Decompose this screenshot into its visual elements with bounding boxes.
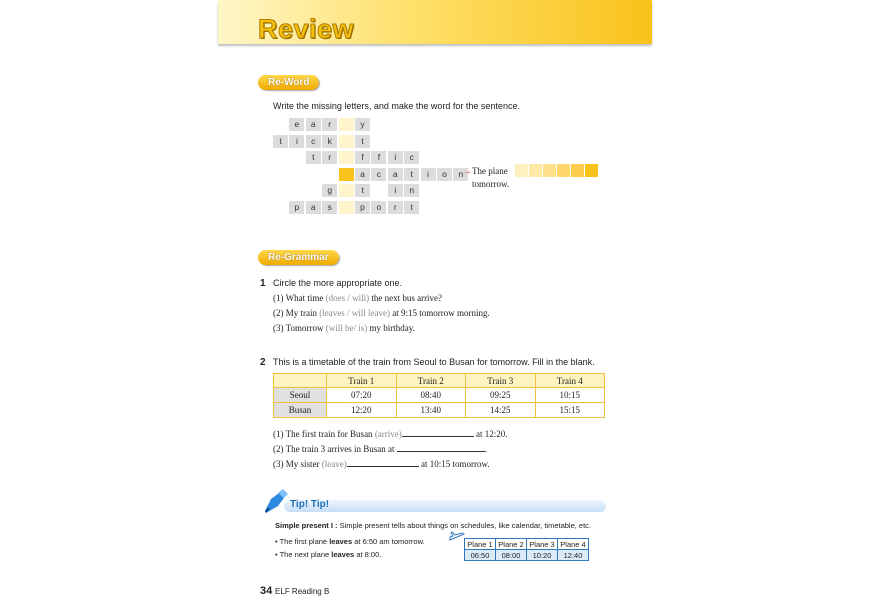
choice-options[interactable]: (leaves / will leave) [319, 308, 390, 318]
timetable-row-label: Seoul [274, 388, 327, 403]
choice-options[interactable]: (will be/ is) [325, 323, 368, 333]
empty-cell [273, 118, 288, 131]
sentence-line1: The plane [472, 166, 508, 176]
question-number-1: 1 [260, 278, 266, 289]
missing-letter-cell[interactable] [339, 184, 354, 197]
bullet-text: • The first plane [275, 537, 330, 546]
empty-cell [273, 168, 288, 181]
letter-cell: t [355, 184, 370, 197]
letter-cell: c [404, 151, 419, 164]
letter-cell: t [404, 201, 419, 214]
bullet-text: at 8:00. [354, 550, 382, 559]
letter-cell: o [371, 201, 386, 214]
letter-cell: p [355, 201, 370, 214]
letter-cell: a [388, 168, 403, 181]
q2-prompt: This is a timetable of the train from Seoul to Busan for tomorrow. Fill in the blank. [273, 357, 595, 367]
letter-cell: a [306, 201, 321, 214]
timetable-cell: 09:25 [466, 388, 536, 403]
plane-header: Plane 2 [496, 539, 527, 550]
q1-item: (2) My train (leaves / will leave) at 9:15 tomorrow morning. [273, 308, 490, 318]
empty-cell [322, 168, 337, 181]
answer-letter-box[interactable] [529, 164, 542, 177]
timetable-corner [274, 374, 327, 388]
q2-item: (1) The first train for Busan (arrive) at 12:20. [273, 429, 508, 439]
answer-blank[interactable] [347, 458, 419, 467]
airplane-icon [449, 531, 465, 543]
letter-cell: e [289, 118, 304, 131]
letter-cell: n [404, 184, 419, 197]
plane-header: Plane 3 [527, 539, 558, 550]
letter-cell: p [289, 201, 304, 214]
missing-letter-cell[interactable] [339, 118, 354, 131]
empty-cell [371, 184, 386, 197]
timetable-header: Train 4 [535, 374, 605, 388]
answer-letter-box[interactable] [585, 164, 598, 177]
letter-cell: k [322, 135, 337, 148]
timetable-row-label: Busan [274, 403, 327, 418]
empty-cell [306, 168, 321, 181]
tip-bullet [275, 550, 381, 559]
letter-cell: o [437, 168, 452, 181]
empty-cell [289, 168, 304, 181]
timetable-cell: 12:20 [327, 403, 397, 418]
timetable-cell: 07:20 [327, 388, 397, 403]
bullet-bold: leaves [329, 537, 353, 546]
letter-cell: r [388, 201, 403, 214]
timetable-cell: 13:40 [396, 403, 466, 418]
arrow-icon: → [462, 166, 472, 177]
missing-letter-cell[interactable] [339, 135, 354, 148]
q1-item: (3) Tomorrow (will be/ is) my birthday. [273, 323, 415, 333]
bullet-text: • The next plane [275, 550, 332, 559]
letter-cell: y [355, 118, 370, 131]
timetable-header: Train 2 [396, 374, 466, 388]
tip-bar [284, 500, 606, 512]
reword-label: Re-Word [258, 75, 319, 90]
footer [260, 585, 329, 597]
q2-item: (3) My sister (leave) at 10:15 tomorrow. [273, 459, 490, 469]
answer-letter-box[interactable] [543, 164, 556, 177]
reword-instruction: Write the missing letters, and make the word for the sentence. [273, 101, 520, 111]
timetable-cell: 08:40 [396, 388, 466, 403]
letter-cell: a [355, 168, 370, 181]
answer-blank[interactable] [402, 428, 474, 437]
plane-time: 10:20 [527, 550, 558, 561]
empty-cell [273, 151, 288, 164]
letter-cell: t [306, 151, 321, 164]
tip-body: Simple present tells about things on schedules, like calendar, timetable, etc. [337, 521, 592, 530]
letter-cell: f [355, 151, 370, 164]
q2-item: (2) The train 3 arrives in Busan at . [273, 444, 488, 454]
letter-cell: c [306, 135, 321, 148]
letter-cell: i [388, 184, 403, 197]
plane-timetable [464, 538, 589, 561]
letter-cell: r [322, 151, 337, 164]
plane-header: Plane 4 [558, 539, 589, 550]
timetable-header: Train 1 [327, 374, 397, 388]
plane-time: 06:50 [465, 550, 496, 561]
empty-cell [289, 184, 304, 197]
letter-cell: i [388, 151, 403, 164]
letter-cell: t [273, 135, 288, 148]
bullet-bold: leaves [331, 550, 355, 559]
answer-blank[interactable] [397, 443, 485, 452]
empty-cell [306, 184, 321, 197]
regrammar-label: Re-Grammar [258, 250, 339, 265]
sentence-line2: tomorrow. [472, 179, 510, 189]
plane-time: 12:40 [558, 550, 589, 561]
letter-cell: i [289, 135, 304, 148]
tip-bullet [275, 537, 425, 546]
empty-cell [273, 184, 288, 197]
letter-cell: t [404, 168, 419, 181]
bullet-text: at 6:50 am tomorrow. [352, 537, 425, 546]
answer-letter-box[interactable] [515, 164, 528, 177]
answer-letter-box[interactable] [571, 164, 584, 177]
letter-cell: r [322, 118, 337, 131]
plane-time: 08:00 [496, 550, 527, 561]
letter-cell: c [371, 168, 386, 181]
empty-cell [289, 151, 304, 164]
tip-heading: Simple present I : [275, 521, 338, 530]
letter-cell: t [355, 135, 370, 148]
question-number-2: 2 [260, 357, 266, 368]
page-number: 34 [260, 585, 273, 597]
choice-options[interactable]: (does / will) [325, 293, 370, 303]
empty-cell [273, 201, 288, 214]
answer-letter-box[interactable] [557, 164, 570, 177]
highlighter-icon [262, 489, 288, 515]
tip-label: Tip! Tip! [290, 499, 330, 510]
letter-cell: s [322, 201, 337, 214]
timetable-header: Train 3 [466, 374, 536, 388]
missing-letter-cell[interactable] [339, 201, 354, 214]
train-timetable [273, 373, 605, 418]
page-title: Review [258, 14, 355, 44]
letter-cell: n [453, 168, 468, 181]
timetable-cell: 14:25 [466, 403, 536, 418]
plane-header: Plane 1 [465, 539, 496, 550]
missing-letter-cell[interactable] [339, 151, 354, 164]
tip-description [275, 521, 591, 530]
missing-letter-cell[interactable] [339, 168, 354, 181]
letter-cell: f [371, 151, 386, 164]
timetable-cell: 15:15 [535, 403, 605, 418]
letter-cell: i [421, 168, 436, 181]
timetable-cell: 10:15 [535, 388, 605, 403]
letter-cell: g [322, 184, 337, 197]
book-title: ELF Reading B [275, 587, 330, 596]
q1-prompt: Circle the more appropriate one. [273, 278, 403, 288]
letter-cell: a [306, 118, 321, 131]
q1-item: (1) What time (does / will) the next bus arrive? [273, 293, 443, 303]
